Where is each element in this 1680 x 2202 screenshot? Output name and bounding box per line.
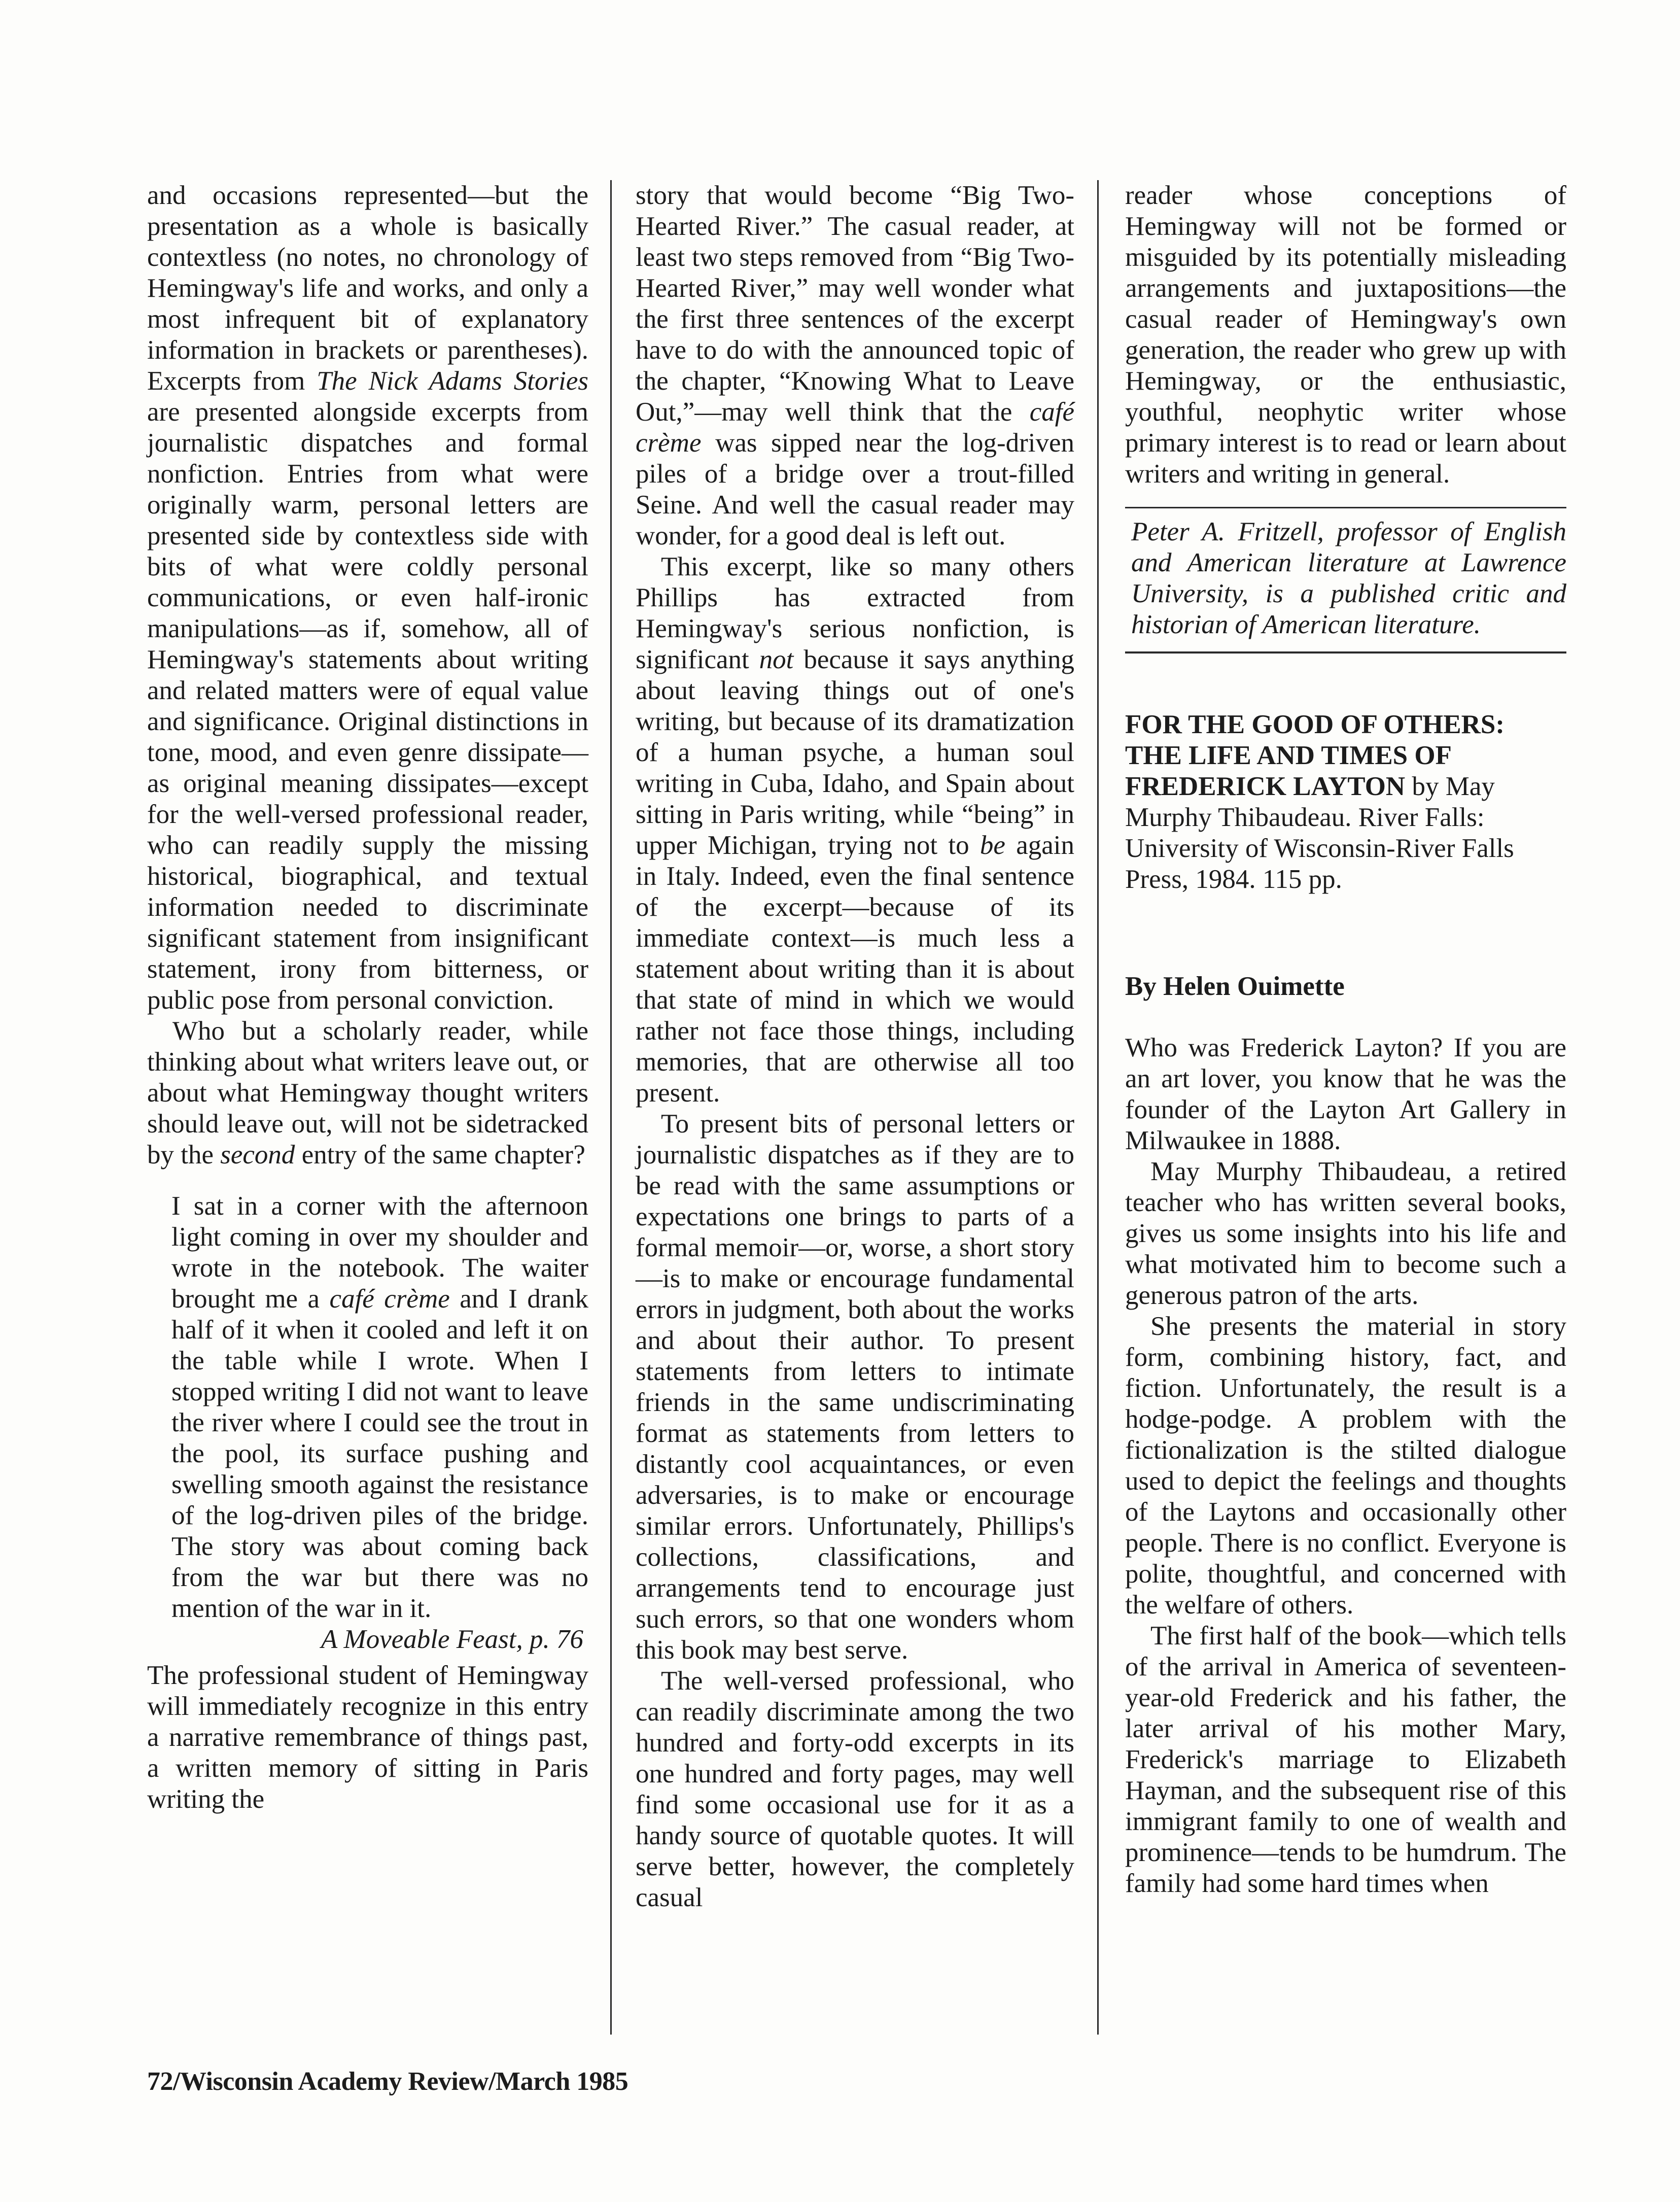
review-citation xyxy=(1125,709,1566,895)
paragraph: Who was Frederick Layton? If you are an art lover, you know that he was the founder of the Layton Art Gallery in Milwaukee in 1888. xyxy=(1125,1033,1566,1155)
paragraph: The first half of the book—which tells of the arrival in America of seventeen-year-old Frederick and his father, the later arrival of his mother Mary, Frederick's marriage to Elizabeth Hayman, and the subsequent rise of this immigrant family to one of wealth and prominence—tends to be humdrum. The family had some hard times when xyxy=(1125,1621,1566,1898)
column-middle xyxy=(636,180,1074,1913)
paragraph: This excerpt, like so many others Phillips has extracted from Hemingway's serious nonfiction, is significant not because it says anything about leaving things out of one's writing, but because of its dramatization of a human psyche, a human soul writing in Cuba, Idaho, and Spain about sitting in Paris writing, while “being” in upper Michigan, trying not to be again in Italy. Indeed, even the final sentence of the excerpt—because of its immediate context—is much less a statement about writing than it is about that state of mind in which we would rather not face those things, including memories, that are otherwise all too present. xyxy=(636,552,1074,1108)
book-title: The Nick Adams Stories xyxy=(317,366,588,396)
paragraph: The well-versed professional, who can readily discriminate among the two hundred and forty-odd excerpts in its one hundred and forty pages, may well find some occasional use for it as a handy source of quotable quotes. It will serve better, however, the completely casual xyxy=(636,1666,1074,1912)
column-divider xyxy=(610,180,612,2035)
paragraph: Who but a scholarly reader, while thinking about what writers leave out, or about what Hemingway thought writers should leave out, will not be sidetracked by the second entry of the same chapter? xyxy=(147,1016,588,1169)
paragraph: The professional student of Hemingway will immediately recognize in this entry a narrative remembrance of things past, a written memory of sitting in Paris writing the xyxy=(147,1661,588,1814)
paragraph: reader whose conceptions of Hemingway will not be formed or misguided by its potentially misleading arrangements and juxtapositions—the casual reader of Hemingway's own generation, the reader who grew up with Hemingway, or the enthusiastic, youthful, neophytic writer whose primary interest is to read or learn about writers and writing in general. xyxy=(1125,181,1566,489)
review-body xyxy=(1125,1033,1566,1899)
review-publication: by May Murphy Thibaudeau. River Falls: University of Wisconsin-River Falls Press, 1984. 115 pp. xyxy=(1125,772,1514,894)
page-footer: 72/Wisconsin Academy Review/March 1985 xyxy=(147,2067,628,2096)
paragraph: To present bits of personal letters or journalistic dispatches as if they are to be read with the same assumptions or expectations one brings to parts of a formal memoir—or, worse, a short story—is to make or encourage fundamental errors in judgment, both about the works and about their author. To present statements from letters to intimate friends in the same undiscriminating format as statements from letters to distantly cool acquaintances, or even adversaries, is to make or encourage similar errors. Unfortunately, Phillips's collections, classifications, and arrangements tend to encourage just such errors, so that one wonders whom this book may best serve. xyxy=(636,1109,1074,1665)
column-right xyxy=(1125,180,1566,1899)
review-heading xyxy=(1125,709,1566,895)
column-left xyxy=(147,180,588,1815)
quote-text: I sat in a corner with the afternoon light coming in over my shoulder and wrote in the notebook. The waiter brought me a café crème and I drank half of it when it cooled and left it on the table while I wrote. When I stopped writing I did not want to leave the river where I could see the trout in the pool, its surface pushing and swelling smooth against the resistance of the log-driven piles of the bridge. The story was about coming back from the war but there was no mention of the war in it. xyxy=(171,1191,588,1623)
review-title: FOR THE GOOD OF OTHERS: THE LIFE AND TIMES OF FREDERICK LAYTON xyxy=(1125,710,1504,801)
author-bio-text: Peter A. Fritzell, professor of English and American literature at Lawrence University, is a published critic and historian of American literature. xyxy=(1131,517,1566,639)
paragraph: She presents the material in story form, combining history, fact, and fiction. Unfortunately, the result is a hodge-podge. A problem with the fictionalization is the stilted dialogue used to depict the feelings and thoughts of the Laytons and occasionally other people. There is no conflict. Everyone is polite, thoughtful, and concerned with the welfare of others. xyxy=(1125,1312,1566,1620)
quote-source: A Moveable Feast, p. 76 xyxy=(321,1625,583,1654)
paragraph: May Murphy Thibaudeau, a retired teacher who has written several books, gives us some insights into his life and what motivated him to become such a generous patron of the arts. xyxy=(1125,1157,1566,1310)
author-bio xyxy=(1125,507,1566,653)
paragraph: story that would become “Big Two-Hearted River.” The casual reader, at least two steps removed from “Big Two-Hearted River,” may well wonder what the first three sentences of the excerpt have to do with the announced topic of the chapter, “Knowing What to Leave Out,”—may well think that the café crème was sipped near the log-driven piles of a bridge over a trout-filled Seine. And well the casual reader may wonder, for a good deal is left out. xyxy=(636,181,1074,550)
paragraph: and occasions represented—but the presentation as a whole is basically contextless (no notes, no chronology of Hemingway's life and works, and only a most infrequent bit of explanatory information in brackets or parentheses). Excerpts from The Nick Adams Stories are presented alongside excerpts from journalistic dispatches and formal nonfiction. Entries from what were originally warm, personal letters are presented side by contextless side with bits of what were coldly personal communications, or even half-ironic manipulations—as if, somehow, all of Hemingway's statements about writing and related matters were of equal value and significance. Original distinctions in tone, mood, and even genre dissipate—as original meaning dissipates—except for the well-versed professional reader, who can readily supply the missing historical, biographical, and textual information needed to discriminate significant statement from insignificant statement, irony from bitterness, or public pose from personal conviction. xyxy=(147,181,588,1015)
byline: By Helen Ouimette xyxy=(1125,972,1345,1001)
column-divider xyxy=(1097,180,1099,2035)
block-quote xyxy=(171,1191,588,1655)
